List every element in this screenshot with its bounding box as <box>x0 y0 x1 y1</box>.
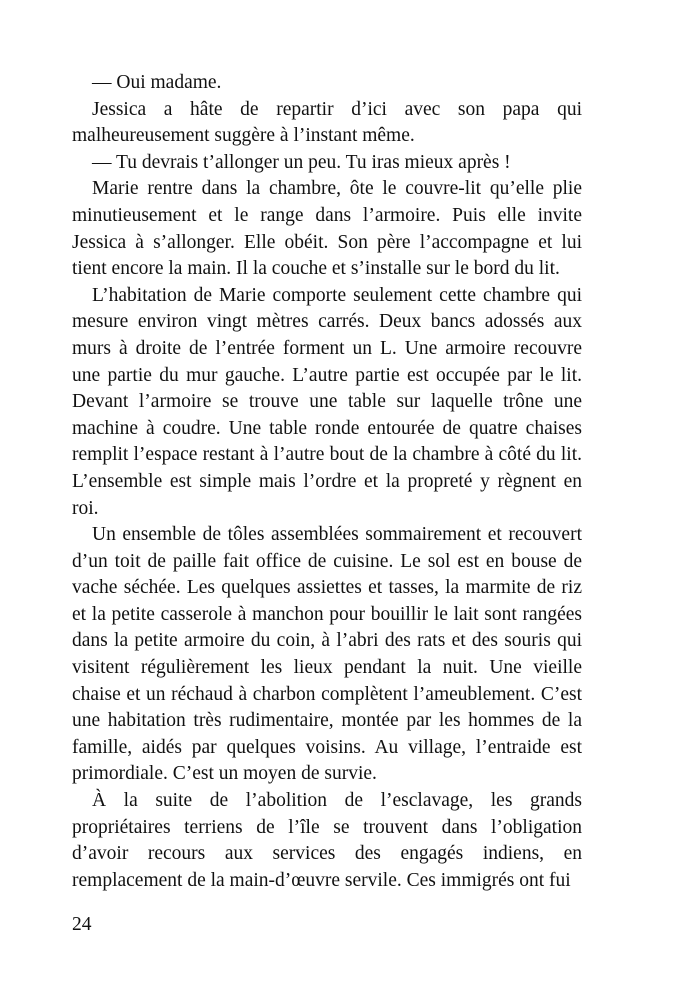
paragraph-dialogue-oui-madame: — Oui madame. <box>92 72 222 93</box>
paragraph-jessica-hate: Jessica a hâte de repartir d’ici avec son papa qui malheureusement suggère à l’instant même. <box>72 98 582 147</box>
paragraph-dialogue-allonger: — Tu devrais t’allonger un peu. Tu iras mieux après ! <box>92 151 511 173</box>
paragraph-marie-chambre: Marie rentre dans la chambre, ôte le couvre-lit qu’elle plie minutieusement et le range dans l’armoire. Puis elle invite Jessica à s’allonger. Elle obéit. Son père l’accompagne et lui tient encore la main. Il la couche et s’installe sur le bord du lit. <box>72 178 582 280</box>
page-number: 24 <box>72 914 92 935</box>
paragraph-cuisine-description: Un ensemble de tôles assemblées sommairement et recouvert d’un toit de paille fait office de cuisine. Le sol est en bouse de vache séchée. Les quelques assiettes et tasses, la marmite de riz et la petite casserole à manchon pour bouillir le lait sont rangées dans la petite armoire du coin, à l’abri des rats et des souris qui visitent régulièrement les lieux pendant la nuit. Une vieille chaise et un réchaud à charbon complètent l’ameublement. C’est une habitation très rudimentaire, montée par les hommes de la famille, aidés par quelques voisins. Au village, l’entraide est primordiale. C’est un moyen de survie. <box>72 524 582 785</box>
paragraph-habitation-description: L’habitation de Marie comporte seulement cette chambre qui mesure environ vingt mètres carrés. Deux bancs adossés aux murs à droite de l’entrée forment un L. Une armoire recouvre une partie du mur gauche. L’autre partie est occupée par le lit. Devant l’armoire se trouve une table sur laquelle trône une machine à coudre. Une table ronde entourée de quatre chaises remplit l’espace restant à l’autre bout de la chambre à côté du lit. L’ensemble est simple mais l’ordre et la propreté y règnent en roi. <box>72 284 582 519</box>
paragraph-abolition-esclavage: À la suite de l’abolition de l’esclavage, les grands propriétaires terriens de l’île se trouvent dans l’obligation d’avoir recours aux services des engagés indiens, en remplacement de la main-d’œuvre servile. Ces immigrés ont fui <box>72 790 582 891</box>
page-body <box>72 70 582 894</box>
